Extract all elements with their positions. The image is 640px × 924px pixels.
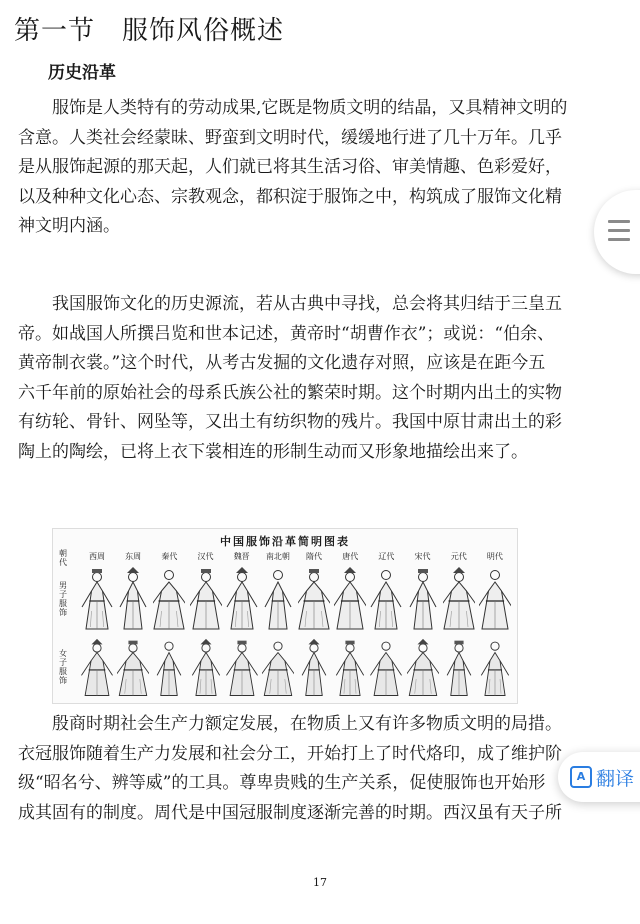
figure-corner-label: 朝代 xyxy=(59,549,67,567)
female-costume-figure xyxy=(81,637,113,701)
translate-label: 翻译 xyxy=(596,768,635,790)
female-figure-row xyxy=(81,637,511,701)
paragraph-line: 以及种种文化心态、宗教观念，都积淀于服饰之中，构筑成了服饰文化精 xyxy=(18,186,562,207)
paragraph-line: 黄帝制衣裳。”这个时代，从考古发掘的文化遗存对照，应该是在距今五 xyxy=(18,353,546,373)
female-costume-figure xyxy=(479,637,511,701)
page-number: 17 xyxy=(313,876,327,889)
female-costume-figure xyxy=(153,637,185,701)
costume-history-figure xyxy=(52,528,518,704)
paragraph-line: 神文明内涵。 xyxy=(18,216,120,236)
paragraph-line: 级“昭名兮、辨等威”的工具。尊卑贵贱的生产关系，促使服饰也开始形 xyxy=(18,773,546,793)
female-costume-figure xyxy=(190,637,222,701)
dynasty-label: 魏晋 xyxy=(233,552,250,561)
dynasty-label: 唐代 xyxy=(342,552,359,561)
dynasty-label: 西周 xyxy=(89,552,105,561)
male-costume-figure xyxy=(190,565,222,635)
dynasty-label: 东周 xyxy=(125,552,142,561)
figure-female-label: 女子服饰 xyxy=(59,649,67,685)
male-costume-figure xyxy=(262,565,294,635)
paragraph-line: 有纺轮、骨针、网坠等，又出土有纺织物的残片。我国中原甘肃出土的彩 xyxy=(18,412,562,432)
figure-title: 中国服饰沿革简明图表 xyxy=(220,535,350,548)
subsection-title: 历史沿革 xyxy=(48,63,116,83)
male-costume-figure xyxy=(334,565,366,635)
paragraph-line: 六千年前的原始社会的母系氏族公社的繁荣时期。这个时期内出土的实物 xyxy=(18,382,562,403)
male-costume-figure xyxy=(370,565,402,635)
male-costume-figure xyxy=(117,565,149,635)
paragraph-line: 服饰是人类特有的劳动成果,它既是物质文明的结晶，又具精神文明的 xyxy=(18,98,568,118)
translate-button[interactable] xyxy=(558,752,640,802)
paragraph-3 xyxy=(18,710,596,828)
dynasty-label: 隋代 xyxy=(306,552,323,561)
dynasty-label: 南北朝 xyxy=(265,552,290,561)
paragraph-2 xyxy=(18,290,596,467)
female-costume-figure xyxy=(262,637,294,701)
dynasty-label: 秦代 xyxy=(161,552,178,561)
paragraph-line: 我国服饰文化的历史源流，若从古典中寻找，总会将其归结于三皇五 xyxy=(18,294,562,314)
paragraph-line: 衣冠服饰随着生产力发展和社会分工，开始打上了时代烙印，成了维护阶 xyxy=(18,743,562,764)
translate-icon: A xyxy=(570,766,592,788)
female-costume-figure xyxy=(334,637,366,701)
female-costume-figure xyxy=(298,637,330,701)
male-costume-figure xyxy=(81,565,113,635)
female-costume-figure xyxy=(117,637,149,701)
paragraph-1 xyxy=(18,94,596,242)
female-costume-figure xyxy=(370,637,402,701)
dynasty-header-row xyxy=(81,551,511,562)
male-costume-figure xyxy=(298,565,330,635)
dynasty-label: 宋代 xyxy=(414,552,431,561)
male-costume-figure xyxy=(443,565,475,635)
male-figure-row xyxy=(81,565,511,635)
paragraph-line: 是从服饰起源的那天起，人们就已将其生活习俗、审美情趣、色彩爱好， xyxy=(18,157,562,177)
paragraph-line: 殷商时期社会生产力额定发展，在物质上又有许多物质文明的局措。 xyxy=(18,714,562,734)
dynasty-label: 汉代 xyxy=(197,552,214,561)
female-costume-figure xyxy=(407,637,439,701)
dynasty-label: 明代 xyxy=(486,552,503,561)
female-costume-figure xyxy=(443,637,475,701)
paragraph-line: 陶上的陶绘，已将上衣下裳相连的形制生动而又形象地描绘出来了。 xyxy=(18,441,528,462)
female-costume-figure xyxy=(226,637,258,701)
side-menu-button[interactable] xyxy=(594,190,640,274)
paragraph-line: 成其固有的制度。周代是中国冠服制度逐渐完善的时期。西汉虽有天子所 xyxy=(18,802,562,823)
menu-icon xyxy=(608,220,630,247)
male-costume-figure xyxy=(153,565,185,635)
paragraph-line: 帝。如战国人所撰吕览和世本记述，黄帝时“胡曹作衣”；或说：“伯余、 xyxy=(18,323,555,344)
figure-male-label: 男子服饰 xyxy=(59,581,67,617)
male-costume-figure xyxy=(226,565,258,635)
dynasty-label: 元代 xyxy=(450,552,467,561)
male-costume-figure xyxy=(479,565,511,635)
male-costume-figure xyxy=(407,565,439,635)
paragraph-line: 含意。人类社会经蒙昧、野蛮到文明时代，缓缓地行进了几十万年。几乎 xyxy=(18,127,562,148)
dynasty-label: 辽代 xyxy=(378,552,395,561)
section-title: 第一节 服饰风俗概述 xyxy=(14,16,285,46)
